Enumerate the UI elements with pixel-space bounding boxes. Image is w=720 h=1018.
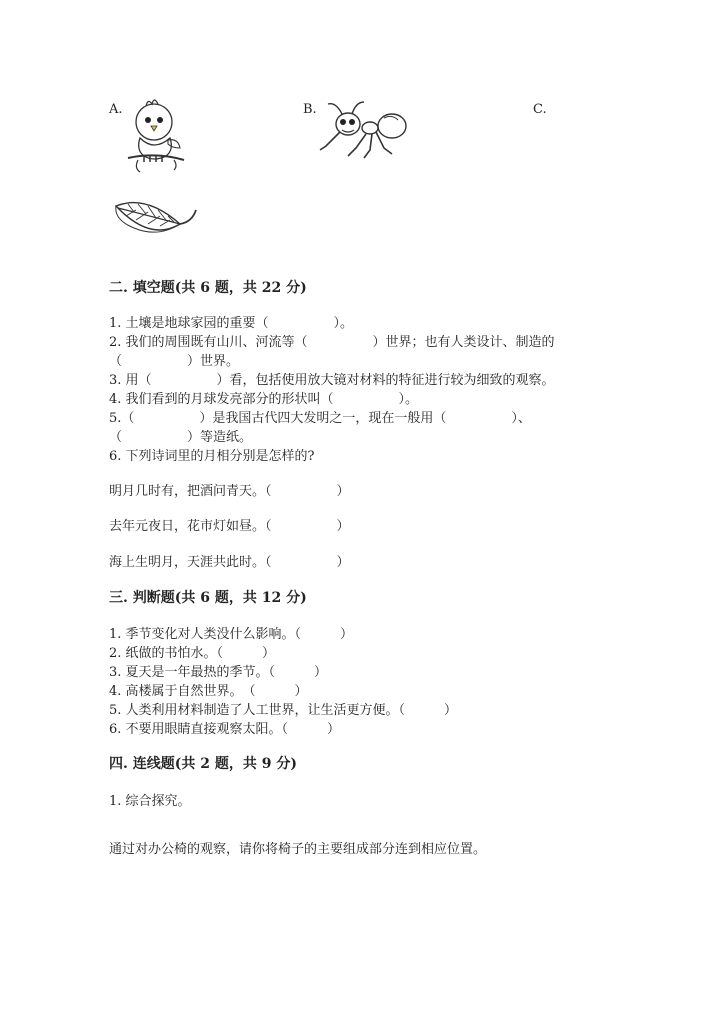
- s3-question-1: 1. 季节变化对人类没什么影响。（ ）: [109, 627, 354, 642]
- s2-question-6: 6. 下列诗词里的月相分别是怎样的?: [109, 449, 315, 464]
- s3-question-4: 4. 高楼属于自然世界。 （ ）: [109, 684, 308, 699]
- s2-question-2-cont: （ ）世界。: [109, 354, 240, 369]
- option-c-label: C.: [533, 102, 547, 117]
- poem-line-3: 海上生明月，天涯共此时。（ ）: [109, 555, 350, 570]
- s3-question-3: 3. 夏天是一年最热的季节。（ ）: [109, 665, 328, 680]
- ant-picture: [318, 96, 410, 162]
- option-a-label: A.: [109, 102, 123, 117]
- s3-question-2: 2. 纸做的书怕水。（ ）: [109, 646, 276, 661]
- s2-question-4: 4. 我们看到的月球发亮部分的形状叫（ ）。: [109, 392, 419, 407]
- section-2-heading: 二. 填空题(共 6 题，共 22 分): [109, 280, 307, 296]
- s4-question-1: 1. 综合探究。: [109, 794, 191, 809]
- section-4-heading: 四. 连线题(共 2 题，共 9 分): [109, 756, 297, 772]
- s3-question-6: 6. 不要用眼睛直接观察太阳。（ ）: [109, 722, 341, 737]
- s2-question-1: 1. 土壤是地球家园的重要（ ）。: [109, 316, 354, 331]
- leaf-picture: [110, 194, 208, 242]
- s2-question-2: 2. 我们的周围既有山川、河流等（ ）世界；也有人类设计、制造的: [109, 335, 555, 350]
- s2-question-5: 5.（ ）是我国古代四大发明之一，现在一般用（ ）、: [109, 411, 531, 426]
- s2-question-5-cont: （ ）等造纸。: [109, 430, 253, 445]
- s3-question-5: 5. 人类利用材料制造了人工世界，让生活更方便。（ ）: [109, 703, 458, 718]
- section-3-heading: 三. 判断题(共 6 题，共 12 分): [109, 590, 307, 606]
- poem-line-2: 去年元夜日，花市灯如昼。（ ）: [109, 519, 350, 534]
- s2-question-3: 3. 用（ ）看，包括使用放大镜对材料的特征进行较为细致的观察。: [109, 373, 555, 388]
- poem-line-1: 明月几时有，把酒问青天。（ ）: [109, 484, 350, 499]
- option-b-label: B.: [303, 102, 317, 117]
- bird-picture: [124, 94, 188, 174]
- s4-instruction: 通过对办公椅的观察，请你将椅子的主要组成部分连到相应位置。: [109, 842, 487, 857]
